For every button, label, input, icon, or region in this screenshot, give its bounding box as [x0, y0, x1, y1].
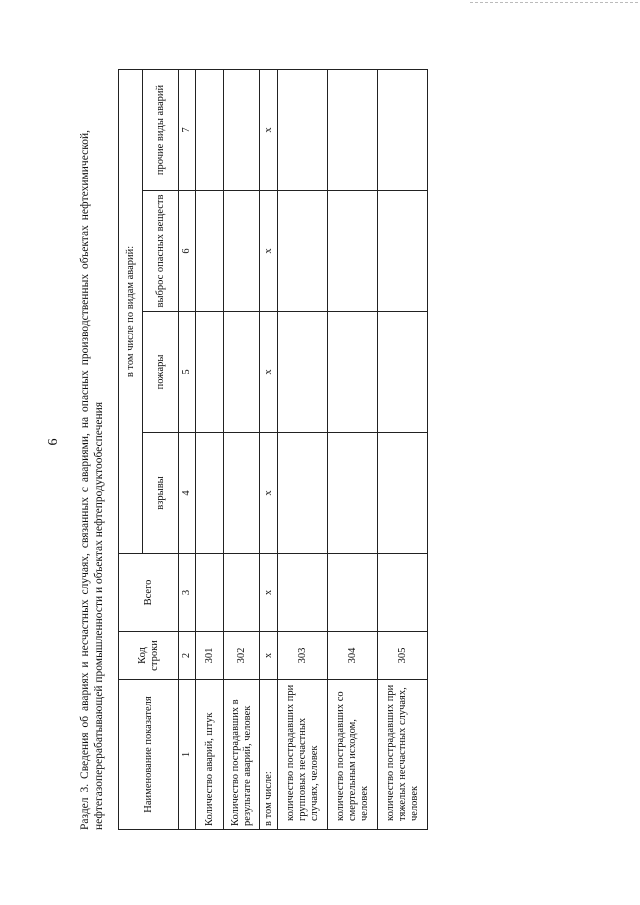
- cell-total[interactable]: [224, 554, 260, 632]
- cell-total: x: [260, 554, 278, 632]
- column-number: 6: [179, 191, 196, 312]
- accidents-table: [118, 69, 428, 830]
- cell-explosions[interactable]: [278, 433, 328, 554]
- row-code: 301: [196, 632, 224, 680]
- header-explosions: взрывы: [143, 433, 179, 554]
- column-number: 2: [179, 632, 196, 680]
- column-number: 3: [179, 554, 196, 632]
- cell-total[interactable]: [196, 554, 224, 632]
- cell-release: x: [260, 191, 278, 312]
- header-total: Всего: [119, 554, 179, 632]
- cell-other[interactable]: [378, 69, 428, 190]
- column-number: 5: [179, 312, 196, 433]
- column-number: 1: [179, 680, 196, 830]
- cell-fires[interactable]: [378, 312, 428, 433]
- column-number: 4: [179, 433, 196, 554]
- header-other: прочие виды аварий: [143, 69, 179, 190]
- cell-explosions[interactable]: [224, 433, 260, 554]
- cell-explosions[interactable]: [328, 433, 378, 554]
- section-title-line-2: нефтегазоперерабатывающей промышленности и объектах нефтепродуктообеспечения: [93, 401, 105, 830]
- cell-other[interactable]: [278, 69, 328, 190]
- cell-fires[interactable]: [328, 312, 378, 433]
- table-row: [224, 69, 260, 829]
- table-row: [278, 69, 328, 829]
- table-row: [260, 69, 278, 829]
- header-fires: пожары: [143, 312, 179, 433]
- cell-release[interactable]: [378, 191, 428, 312]
- cell-other[interactable]: [196, 69, 224, 190]
- row-name: количество пострадавших со смертельным исходом, человек: [328, 680, 378, 830]
- row-code: x: [260, 632, 278, 680]
- row-code: 304: [328, 632, 378, 680]
- cell-total[interactable]: [378, 554, 428, 632]
- cell-explosions[interactable]: [378, 433, 428, 554]
- cell-release[interactable]: [224, 191, 260, 312]
- cell-release[interactable]: [278, 191, 328, 312]
- cell-explosions[interactable]: [196, 433, 224, 554]
- header-indicator: Наименование показателя: [119, 680, 179, 830]
- section-title-line-1: Раздел 3. Сведения об авариях и несчастных случаях, связанных с авариями, на опасных производственных объектах нефтехимической,: [79, 130, 91, 830]
- row-code: 303: [278, 632, 328, 680]
- cell-fires[interactable]: [224, 312, 260, 433]
- row-name: в том числе:: [260, 680, 278, 830]
- cell-explosions: x: [260, 433, 278, 554]
- row-name: Количество пострадавших в результате аварий, человек: [224, 680, 260, 830]
- cell-fires: x: [260, 312, 278, 433]
- cell-other: x: [260, 69, 278, 190]
- header-by-type: в том числе по видам аварий:: [119, 69, 143, 553]
- page-number: 6: [46, 438, 61, 446]
- scan-edge-line: [470, 2, 638, 3]
- cell-release[interactable]: [328, 191, 378, 312]
- rotated-landscape-content: [40, 22, 600, 882]
- table-row: [328, 69, 378, 829]
- cell-release[interactable]: [196, 191, 224, 312]
- row-code: 302: [224, 632, 260, 680]
- row-code: 305: [378, 632, 428, 680]
- row-name: количество пострадавших при групповых несчастных случаях, человек: [278, 680, 328, 830]
- cell-fires[interactable]: [278, 312, 328, 433]
- column-number: 7: [179, 69, 196, 190]
- table-row: [378, 69, 428, 829]
- cell-other[interactable]: [224, 69, 260, 190]
- row-name: Количество аварий, штук: [196, 680, 224, 830]
- header-hazardous-release: выброс опасных веществ: [143, 191, 179, 312]
- cell-other[interactable]: [328, 69, 378, 190]
- header-code: Код строки: [119, 632, 179, 680]
- cell-total[interactable]: [328, 554, 378, 632]
- cell-total[interactable]: [278, 554, 328, 632]
- cell-fires[interactable]: [196, 312, 224, 433]
- section-heading: [78, 130, 106, 830]
- table-row: [196, 69, 224, 829]
- row-name: количество пострадавших при тяжелых несчастных случаях, человек: [378, 680, 428, 830]
